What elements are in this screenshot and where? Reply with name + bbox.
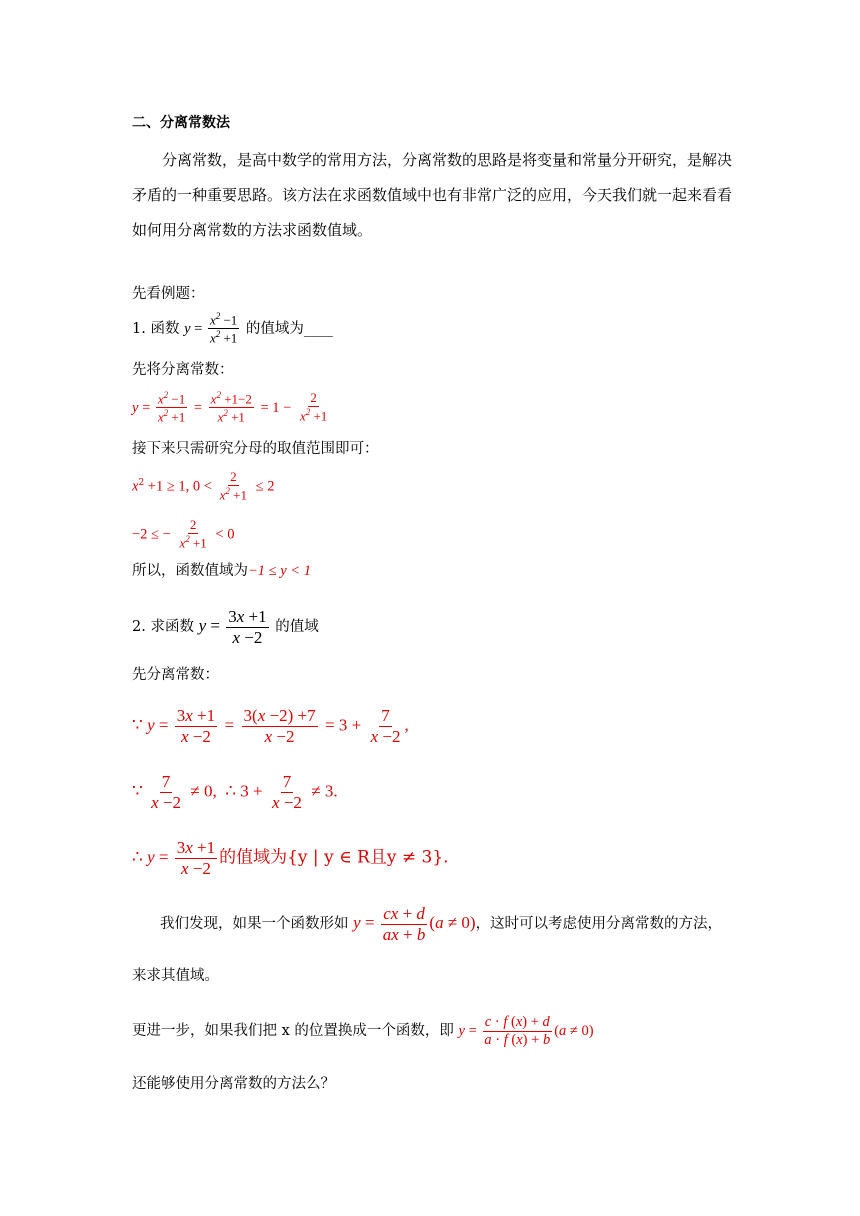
example-2-equation-1: ∵ y = $\frac{3x +1}{x -2}$ = $\frac{3(x -2) +7}{x -2}$ = 3 + $\frac{7}{x -2}$ , [132,706,409,746]
section-heading: 二、分离常数法 [132,115,230,131]
example-1-tail: 的值域为____ [245,320,333,337]
example-2-tail: 的值域 [275,619,319,636]
example-1-statement: 1. 函数 y = $\frac{x^2 -1}{x^2 +1}$ 的值域为____ [132,311,333,346]
note-2-text: 更进一步，如果我们把 x 的位置换成一个函数，即 [132,1023,454,1040]
example-2-result: ∴ y = $\frac{3x +1}{x -2}$ 的值域为{y | y ∈ R且y ≠ 3}. [132,838,449,878]
note-1: 我们发现，如果一个函数形如 y = $\frac{cx + d}{ax + b}$ (a ≠ 0)，这时可以考虑使用分离常数的方法， [160,904,723,944]
example-1-step2: 接下来只需研究分母的取值范围即可： [132,441,379,457]
example-1-equation-1: y = $\frac{x^2 -1}{x^2 +1}$ = $\frac{x^2 +1-2}{x^2 +1}$ = 1 − $\frac{2}{x^2 +1}$ [132,390,328,425]
lead-text: 先看例题： [132,286,205,302]
example-2-label: 2. 求函数 [132,619,194,636]
example-2-step1: 先分离常数： [132,667,219,683]
example-1-step1: 先将分离常数： [132,362,234,378]
example-1-label: 1. 函数 [132,320,180,337]
note-3: 还能够使用分离常数的方法么？ [132,1076,335,1092]
example-1-range: −1 ≤ y < 1 [248,563,311,579]
example-2-equation-2: ∵ $\frac{7}{x -2}$ ≠ 0, ∴ 3 + $\frac{7}{x -2}$ ≠ 3. [132,772,338,812]
example-2-range: 的值域为{y | y ∈ R且y ≠ 3}. [219,847,449,868]
note-2: 更进一步，如果我们把 x 的位置换成一个函数，即 y = $\frac{c \cdot f (x) + d}{a \cdot f (x) + b}$ (a ≠ 0) [132,1014,594,1048]
example-1-conclusion [132,560,311,582]
example-1-inequality-1: $x^2 +1 \ge 1$, 0 < $\frac{2}{x^2 +1}$ ≤ 2 [132,469,275,503]
note-1-continued: 来求其值域。 [132,968,219,984]
example-2-statement: 2. 求函数 y = $\frac{3x +1}{x -2}$ 的值域 [132,607,319,647]
example-1-inequality-2: −2 ≤ − $\frac{2}{x^2 +1}$ < 0 [132,517,235,551]
note-1-text-a: 我们发现，如果一个函数形如 [160,916,349,933]
note-1-text-b: ，这时可以考虑使用分离常数的方法， [475,916,723,933]
example-1-conclusion-text: 所以，函数值域为 [132,563,248,579]
intro-paragraph: 分离常数，是高中数学的常用方法，分离常数的思路是将变量和常量分开研究，是解决矛盾的一种重要思路。该方法在求函数值域中也有非常广泛的应用，今天我们就一起来看看如何用分离常数的方法求函数值域。 [132,151,733,239]
